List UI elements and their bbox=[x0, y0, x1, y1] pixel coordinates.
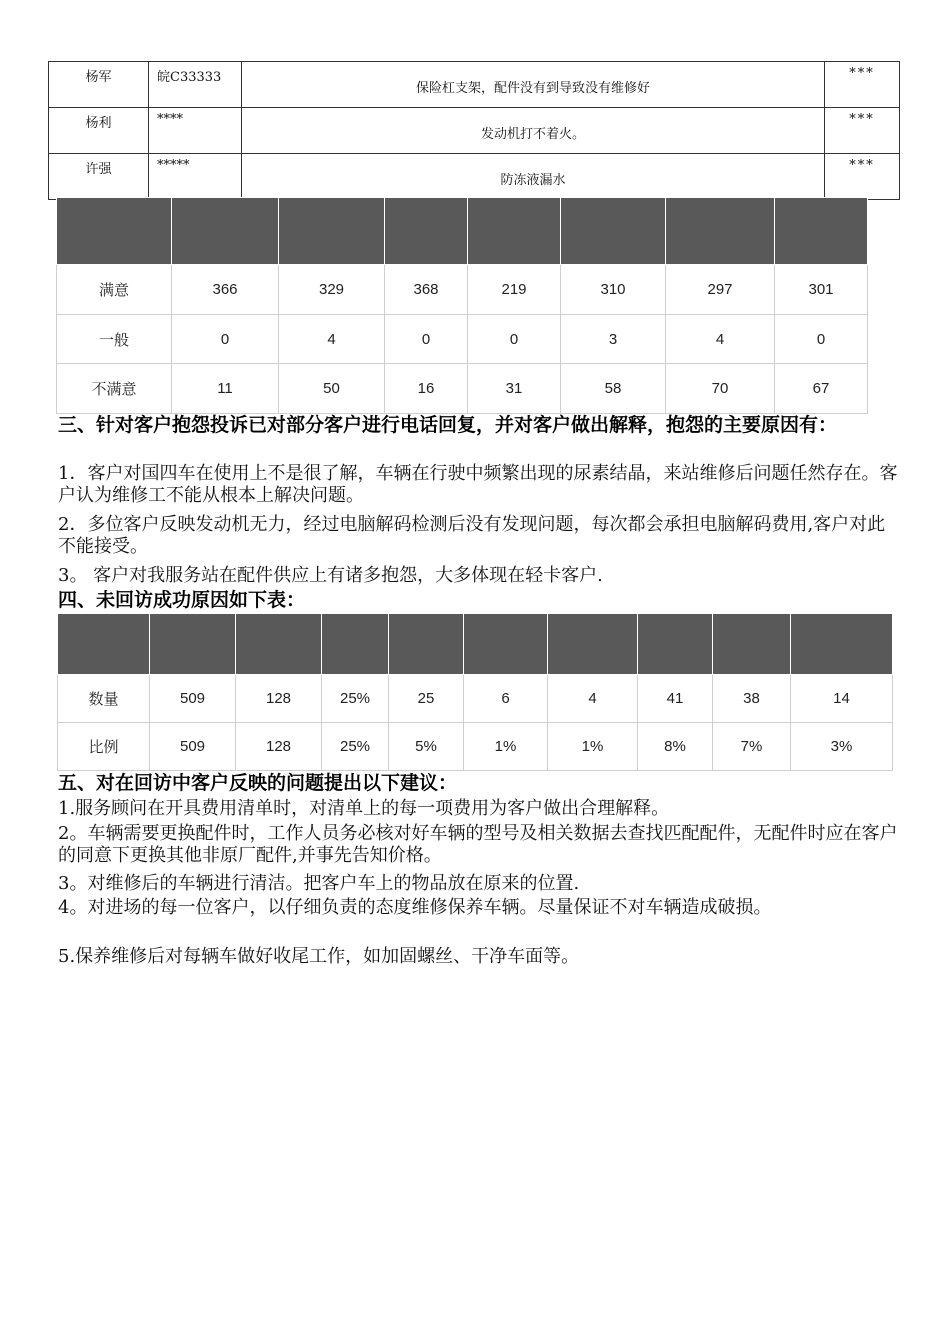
section-5-item: 4。对进场的每一位客户，以仔细负责的态度维修保养车辆。尽量保证不对车辆造成破损。 bbox=[58, 897, 772, 918]
header-cell bbox=[666, 198, 775, 265]
table-cell: 4 bbox=[279, 315, 385, 364]
table-cell: 3% bbox=[791, 723, 893, 771]
satisfaction-table bbox=[56, 197, 868, 414]
table-cell: 16 bbox=[385, 364, 468, 414]
complaints-table bbox=[48, 61, 900, 200]
table-row bbox=[57, 265, 868, 315]
table-cell: 41 bbox=[638, 675, 713, 723]
table-cell: 128 bbox=[236, 723, 322, 771]
table-row bbox=[58, 723, 893, 771]
table-row bbox=[49, 154, 900, 200]
table-cell: 25% bbox=[322, 723, 389, 771]
section-5-title: 五、对在回访中客户反映的问题提出以下建议： bbox=[58, 772, 458, 794]
table-cell: 4 bbox=[548, 675, 638, 723]
table-row bbox=[58, 675, 893, 723]
header-cell bbox=[58, 614, 150, 675]
header-cell bbox=[389, 614, 464, 675]
header-cell bbox=[638, 614, 713, 675]
table-cell: 128 bbox=[236, 675, 322, 723]
header-cell bbox=[775, 198, 868, 265]
header-cell bbox=[57, 198, 172, 265]
table-cell: 0 bbox=[468, 315, 561, 364]
table-cell: 0 bbox=[385, 315, 468, 364]
complaint-issue: 发动机打不着火。 bbox=[242, 108, 825, 154]
table-row bbox=[49, 108, 900, 154]
header-cell bbox=[791, 614, 893, 675]
table-cell: 4 bbox=[666, 315, 775, 364]
reasons-table bbox=[57, 613, 893, 771]
header-cell bbox=[150, 614, 236, 675]
table-cell: 25% bbox=[322, 675, 389, 723]
table-cell: 310 bbox=[561, 265, 666, 315]
plate-number: ***** bbox=[149, 154, 242, 200]
table-cell: 50 bbox=[279, 364, 385, 414]
header-cell bbox=[322, 614, 389, 675]
complaint-issue: 保险杠支架，配件没有到导致没有维修好 bbox=[242, 62, 825, 108]
table-cell: 8% bbox=[638, 723, 713, 771]
section-3-title: 三、针对客户抱怨投诉已对部分客户进行电话回复，并对客户做出解释，抱怨的主要原因有： bbox=[58, 414, 838, 436]
table-cell: 38 bbox=[713, 675, 791, 723]
table-cell: 11 bbox=[172, 364, 279, 414]
table-cell: 297 bbox=[666, 265, 775, 315]
section-3-item: 3。 客户对我服务站在配件供应上有诸多抱怨，大多体现在轻卡客户. bbox=[58, 565, 603, 586]
table-cell: 5% bbox=[389, 723, 464, 771]
section-5-item: 2。车辆需要更换配件时，工作人员务必核对好车辆的型号及相关数据去查找匹配配件，无配件时应在客户的同意下更换其他非原厂配件,并事先告知价格。 bbox=[58, 823, 898, 866]
header-cell bbox=[279, 198, 385, 265]
table-cell: 25 bbox=[389, 675, 464, 723]
table-cell: 219 bbox=[468, 265, 561, 315]
row-label: 一般 bbox=[57, 315, 172, 364]
header-cell bbox=[172, 198, 279, 265]
table-cell: 301 bbox=[775, 265, 868, 315]
section-5-item: 3。对维修后的车辆进行清洁。把客户车上的物品放在原来的位置. bbox=[58, 873, 580, 894]
row-label: 不满意 bbox=[57, 364, 172, 414]
table-row bbox=[49, 62, 900, 108]
header-cell bbox=[548, 614, 638, 675]
customer-name: 杨利 bbox=[49, 108, 149, 154]
table-cell: 1% bbox=[548, 723, 638, 771]
table-cell: 58 bbox=[561, 364, 666, 414]
row-label: 数量 bbox=[58, 675, 150, 723]
section-3-item: 2．多位客户反映发动机无力，经过电脑解码检测后没有发现问题，每次都会承担电脑解码费用,客户对此不能接受。 bbox=[58, 514, 886, 557]
table-cell: 366 bbox=[172, 265, 279, 315]
section-4-title: 四、未回访成功原因如下表： bbox=[58, 589, 306, 611]
rating: *** bbox=[825, 62, 900, 108]
table-cell: 14 bbox=[791, 675, 893, 723]
table-cell: 31 bbox=[468, 364, 561, 414]
table-cell: 67 bbox=[775, 364, 868, 414]
table-row bbox=[57, 315, 868, 364]
section-3-item: 1．客户对国四车在使用上不是很了解，车辆在行驶中频繁出现的尿素结晶，来站维修后问题任然存在。客户认为维修工不能从根本上解决问题。 bbox=[58, 463, 898, 506]
header-cell bbox=[468, 198, 561, 265]
plate-number: **** bbox=[149, 108, 242, 154]
table-cell: 329 bbox=[279, 265, 385, 315]
table-cell: 509 bbox=[150, 675, 236, 723]
header-cell bbox=[713, 614, 791, 675]
customer-name: 许强 bbox=[49, 154, 149, 200]
section-5-item: 1.服务顾问在开具费用清单时，对清单上的每一项费用为客户做出合理解释。 bbox=[58, 798, 670, 819]
row-label: 满意 bbox=[57, 265, 172, 315]
rating: *** bbox=[825, 108, 900, 154]
section-5-item: 5.保养维修后对每辆车做好收尾工作，如加固螺丝、干净车面等。 bbox=[58, 946, 580, 967]
row-label: 比例 bbox=[58, 723, 150, 771]
header-cell bbox=[385, 198, 468, 265]
table-header-row bbox=[57, 198, 868, 265]
table-header-row bbox=[58, 614, 893, 675]
customer-name: 杨军 bbox=[49, 62, 149, 108]
header-cell bbox=[561, 198, 666, 265]
table-cell: 509 bbox=[150, 723, 236, 771]
complaint-issue: 防冻液漏水 bbox=[242, 154, 825, 200]
header-cell bbox=[236, 614, 322, 675]
rating: *** bbox=[825, 154, 900, 200]
table-cell: 7% bbox=[713, 723, 791, 771]
table-cell: 6 bbox=[464, 675, 548, 723]
plate-number: 皖C33333 bbox=[149, 62, 242, 108]
table-cell: 70 bbox=[666, 364, 775, 414]
header-cell bbox=[464, 614, 548, 675]
table-cell: 1% bbox=[464, 723, 548, 771]
table-cell: 0 bbox=[775, 315, 868, 364]
table-cell: 3 bbox=[561, 315, 666, 364]
table-row bbox=[57, 364, 868, 414]
table-cell: 0 bbox=[172, 315, 279, 364]
table-cell: 368 bbox=[385, 265, 468, 315]
